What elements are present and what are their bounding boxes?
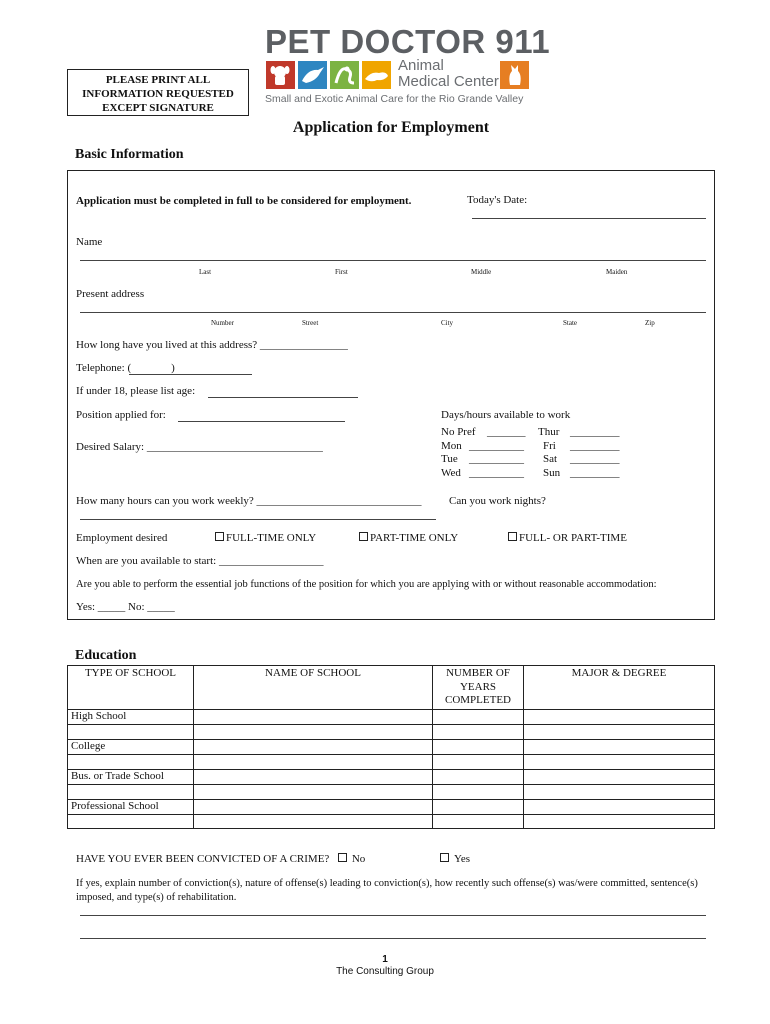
day-row[interactable] bbox=[538, 453, 620, 467]
col-major bbox=[524, 666, 715, 710]
logo-subtitle bbox=[398, 58, 499, 90]
day-row[interactable] bbox=[538, 426, 620, 440]
col-type bbox=[68, 666, 194, 710]
start-date-question[interactable]: When are you available to start: ___________________ bbox=[76, 555, 324, 567]
cell[interactable] bbox=[524, 709, 715, 724]
crime-yes-label: Yes bbox=[454, 853, 471, 865]
name-part-first: First bbox=[335, 268, 348, 276]
crime-no-label: No bbox=[351, 853, 366, 865]
col-name-label: NAME OF SCHOOL bbox=[265, 667, 361, 679]
checkbox-icon[interactable] bbox=[215, 532, 224, 541]
checkbox-icon[interactable] bbox=[359, 532, 368, 541]
col-years-line: YEARS bbox=[459, 680, 497, 693]
cat-icon bbox=[500, 61, 529, 89]
cell[interactable] bbox=[194, 814, 433, 828]
cell[interactable] bbox=[524, 799, 715, 814]
telephone-close: ) bbox=[171, 362, 175, 374]
cell[interactable] bbox=[68, 814, 194, 828]
cell[interactable] bbox=[194, 739, 433, 754]
address-part-city: City bbox=[441, 319, 454, 327]
cell[interactable] bbox=[524, 739, 715, 754]
essential-yes-no[interactable]: Yes: _____ No: _____ bbox=[76, 601, 175, 613]
day-row[interactable] bbox=[538, 440, 620, 454]
table-row bbox=[68, 709, 715, 724]
cell[interactable] bbox=[68, 724, 194, 739]
position-label: Position applied for: bbox=[76, 409, 166, 421]
cell[interactable] bbox=[524, 754, 715, 769]
part-time-label: PART-TIME ONLY bbox=[370, 532, 459, 544]
checkbox-icon[interactable] bbox=[508, 532, 517, 541]
name-field[interactable] bbox=[80, 260, 706, 261]
day-label: Sat bbox=[543, 453, 558, 465]
table-header-row bbox=[68, 666, 715, 710]
age-field[interactable] bbox=[208, 397, 358, 398]
crime-question bbox=[76, 853, 365, 865]
col-years-line: COMPLETED bbox=[445, 694, 511, 706]
name-part-last: Last bbox=[199, 268, 212, 276]
telephone-text: Telephone: ( bbox=[76, 362, 132, 374]
row-label: College bbox=[68, 739, 194, 754]
day-row[interactable] bbox=[441, 440, 526, 454]
cell[interactable] bbox=[68, 784, 194, 799]
form-title: Application for Employment bbox=[292, 119, 490, 136]
day-row[interactable] bbox=[441, 426, 526, 440]
salary-question[interactable]: Desired Salary: ________________________________ bbox=[76, 441, 323, 453]
table-row bbox=[68, 754, 715, 769]
hours-weekly-question[interactable]: How many hours can you work weekly? ______________________________ bbox=[76, 495, 422, 507]
crime-explain-line[interactable] bbox=[80, 915, 706, 916]
logo-subtitle-line1: Animal bbox=[398, 57, 444, 74]
lizard-icon bbox=[330, 61, 359, 89]
day-label: Wed bbox=[441, 466, 461, 479]
day-blank: _________ bbox=[570, 453, 620, 465]
cell[interactable] bbox=[194, 754, 433, 769]
education-heading: Education bbox=[75, 648, 137, 663]
col-major-label: MAJOR & DEGREE bbox=[571, 667, 667, 679]
col-type-label: TYPE OF SCHOOL bbox=[84, 667, 177, 679]
footer-company: The Consulting Group bbox=[336, 966, 434, 977]
day-blank: _________ bbox=[570, 426, 620, 438]
col-years bbox=[433, 666, 524, 710]
col-name bbox=[194, 666, 433, 710]
position-field[interactable] bbox=[178, 421, 345, 422]
telephone-field[interactable] bbox=[129, 374, 252, 375]
name-part-middle: Middle bbox=[471, 268, 492, 276]
cell[interactable] bbox=[524, 724, 715, 739]
day-label: Fri bbox=[543, 439, 556, 452]
name-label: Name bbox=[76, 236, 103, 248]
print-notice-line: INFORMATION REQUESTED bbox=[82, 88, 234, 100]
address-part-zip: Zip bbox=[645, 319, 655, 327]
day-blank: __________ bbox=[469, 466, 524, 479]
cell[interactable] bbox=[524, 814, 715, 828]
todays-date-label: Today's Date: bbox=[467, 194, 528, 206]
address-part-number: Number bbox=[211, 319, 234, 327]
col-years-line: NUMBER OF bbox=[446, 667, 510, 679]
day-label: Sun bbox=[543, 466, 561, 479]
cell[interactable] bbox=[433, 709, 524, 724]
day-row[interactable] bbox=[441, 453, 526, 467]
essential-functions-question: Are you able to perform the essential job functions of the position for which you are applying with or without reasonable accommodation: bbox=[76, 579, 657, 590]
day-label: Tue bbox=[441, 453, 458, 465]
day-blank: __________ bbox=[469, 453, 524, 465]
cell[interactable] bbox=[433, 784, 524, 799]
day-label: Mon bbox=[441, 439, 462, 452]
table-row bbox=[68, 724, 715, 739]
logo-tagline: Small and Exotic Animal Care for the Rio Grande Valley bbox=[265, 93, 524, 105]
cell[interactable] bbox=[524, 784, 715, 799]
employment-desired-label: Employment desired bbox=[76, 532, 168, 544]
crime-question-text: HAVE YOU EVER BEEN CONVICTED OF A CRIME? bbox=[76, 853, 330, 865]
cell[interactable] bbox=[194, 709, 433, 724]
day-blank: __________ bbox=[469, 439, 524, 452]
crime-explain-line[interactable] bbox=[80, 938, 706, 939]
print-notice-box bbox=[67, 69, 249, 116]
print-notice-line: EXCEPT SIGNATURE bbox=[102, 102, 214, 114]
cell[interactable] bbox=[194, 784, 433, 799]
day-blank: _________ bbox=[570, 466, 620, 479]
day-row[interactable] bbox=[538, 467, 620, 481]
days-hours-label: Days/hours available to work bbox=[441, 409, 571, 421]
basic-info-heading: Basic Information bbox=[75, 147, 184, 162]
part-time-option[interactable] bbox=[359, 532, 458, 544]
table-row bbox=[68, 799, 715, 814]
cell[interactable] bbox=[433, 724, 524, 739]
ferret-icon bbox=[362, 61, 391, 89]
under18-label: If under 18, please list age: bbox=[76, 385, 196, 397]
completion-notice: Application must be completed in full to be considered for employment. bbox=[76, 195, 412, 207]
table-row bbox=[68, 784, 715, 799]
cell[interactable] bbox=[433, 739, 524, 754]
table-row bbox=[68, 739, 715, 754]
day-blank: _________ bbox=[570, 439, 620, 452]
checkbox-icon[interactable] bbox=[440, 853, 449, 862]
cell[interactable] bbox=[194, 799, 433, 814]
how-long-question[interactable]: How long have you lived at this address? ________________ bbox=[76, 339, 348, 351]
row-label: High School bbox=[68, 709, 194, 724]
nights-question: Can you work nights? bbox=[449, 495, 546, 507]
cell[interactable] bbox=[524, 769, 715, 784]
logo-title: PET DOCTOR 911 bbox=[265, 23, 551, 60]
education-table bbox=[67, 665, 715, 829]
cell[interactable] bbox=[194, 769, 433, 784]
address-field[interactable] bbox=[80, 312, 706, 313]
address-part-state: State bbox=[563, 319, 577, 327]
crime-yes-option[interactable] bbox=[440, 853, 470, 865]
table-row bbox=[68, 769, 715, 784]
name-part-maiden: Maiden bbox=[606, 268, 628, 276]
logo-subtitle-line2: Medical Center bbox=[398, 73, 499, 90]
crime-explain-text: If yes, explain number of conviction(s), nature of offense(s) leading to conviction(s), how recently such offense(s) was/were committed, sentence(s) imposed, and type(s) of rehabilitation. bbox=[76, 878, 698, 903]
either-option[interactable] bbox=[508, 532, 627, 544]
day-row[interactable] bbox=[441, 467, 526, 481]
page-number: 1 bbox=[382, 954, 388, 965]
print-notice-line: PLEASE PRINT ALL bbox=[105, 74, 211, 86]
either-label: FULL- OR PART-TIME bbox=[519, 532, 627, 544]
telephone-label bbox=[76, 362, 175, 374]
address-part-street: Street bbox=[302, 319, 319, 327]
cell[interactable] bbox=[433, 769, 524, 784]
row-label: Bus. or Trade School bbox=[68, 769, 194, 784]
nights-answer-field[interactable] bbox=[80, 519, 436, 520]
bird-icon bbox=[298, 61, 327, 89]
cell[interactable] bbox=[433, 814, 524, 828]
cell[interactable] bbox=[68, 754, 194, 769]
day-label: Thur bbox=[538, 426, 560, 438]
full-time-option[interactable] bbox=[215, 532, 316, 544]
checkbox-icon[interactable] bbox=[338, 853, 347, 862]
cell[interactable] bbox=[433, 754, 524, 769]
row-label: Professional School bbox=[68, 799, 194, 814]
days-left-column bbox=[441, 426, 526, 480]
address-label: Present address bbox=[76, 288, 145, 300]
table-row bbox=[68, 814, 715, 828]
full-time-label: FULL-TIME ONLY bbox=[226, 532, 317, 544]
dog-icon bbox=[266, 61, 295, 89]
cell[interactable] bbox=[194, 724, 433, 739]
day-label: No Pref bbox=[441, 426, 476, 438]
day-blank: _______ bbox=[487, 426, 526, 438]
todays-date-field[interactable] bbox=[472, 218, 706, 219]
cell[interactable] bbox=[433, 799, 524, 814]
days-right-column bbox=[538, 426, 620, 480]
